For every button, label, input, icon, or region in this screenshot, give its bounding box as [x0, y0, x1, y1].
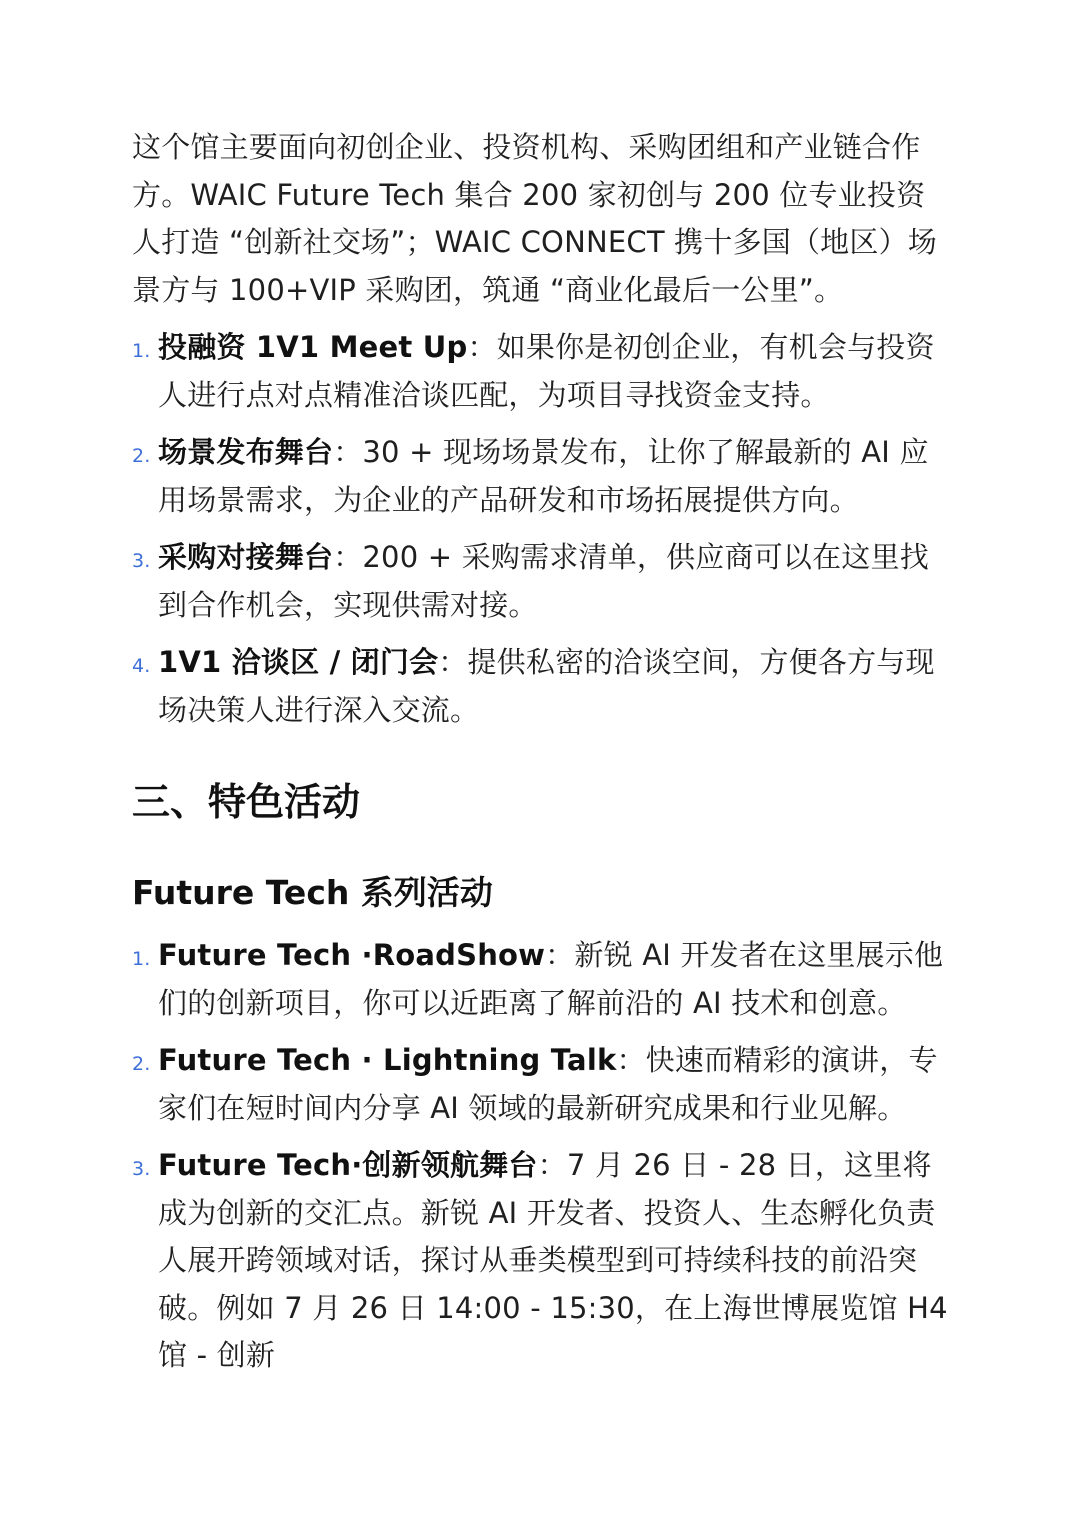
list-item	[132, 639, 952, 734]
list-item-separator: ：	[616, 1043, 646, 1077]
list-item-term: Future Tech·创新领航舞台	[158, 1148, 538, 1182]
list-number: 1.	[132, 340, 151, 362]
list-item-term: 采购对接舞台	[158, 540, 334, 574]
list-item-term: 场景发布舞台	[158, 435, 334, 469]
list-item	[132, 1142, 952, 1380]
list-item-separator: ：	[467, 330, 497, 364]
list-item-separator: ：	[545, 938, 575, 972]
list-item-separator: ：	[438, 645, 468, 679]
list-item-desc: 新锐 AI 开发者在这里展示他们的创新项目，你可以近距离了解前沿的 AI 技术和创意。	[158, 938, 944, 1020]
list-item-separator: ：	[333, 435, 363, 469]
list-item-desc: 提供私密的洽谈空间，方便各方与现场决策人进行深入交流。	[158, 645, 935, 727]
list-item-desc: 快速而精彩的演讲，专家们在短时间内分享 AI 领域的最新研究成果和行业见解。	[158, 1043, 938, 1125]
list-number: 3.	[132, 1158, 151, 1180]
intro-paragraph: 这个馆主要面向初创企业、投资机构、采购团组和产业链合作方。WAIC Future Tech 集合 200 家初创与 200 位专业投资人打造 “创新社交场”；WAIC CONNECT 携十多国（地区）场景方与 100+VIP 采购团，筑通 “商业化最后一公里”。	[132, 130, 937, 307]
list-number: 3.	[132, 550, 151, 572]
list-number: 2.	[132, 1053, 151, 1075]
list-item-desc: 200 + 采购需求清单，供应商可以在这里找到合作机会，实现供需对接。	[158, 540, 929, 622]
list-item	[132, 324, 952, 419]
list-item-term: Future Tech ·RoadShow	[158, 938, 546, 972]
list-item-desc: 如果你是初创企业，有机会与投资人进行点对点精准洽谈匹配，为项目寻找资金支持。	[158, 330, 935, 412]
subsection-title: Future Tech 系列活动	[132, 873, 493, 912]
list-item	[132, 932, 952, 1027]
list-item-separator: ：	[537, 1148, 567, 1182]
section-title: 三、特色活动	[132, 780, 361, 824]
future-tech-activities-list	[132, 932, 952, 1380]
list-item-term: 1V1 洽谈区 / 闭门会	[158, 645, 439, 679]
list-item-term: Future Tech · Lightning Talk	[158, 1043, 617, 1077]
list-item-desc: 30 + 现场场景发布，让你了解最新的 AI 应用场景需求，为企业的产品研发和市场拓展提供方向。	[158, 435, 929, 517]
list-number: 4.	[132, 655, 151, 677]
list-number: 2.	[132, 445, 151, 467]
list-item-desc: 7 月 26 日 - 28 日，这里将成为创新的交汇点。新锐 AI 开发者、投资人、生态孵化负责人展开跨领域对话，探讨从垂类模型到可持续科技的前沿突破。例如 7 月 26 日 14:00 - 15:30，在上海世博展览馆 H4 馆 - 创新	[158, 1148, 948, 1372]
list-item-separator: ：	[333, 540, 363, 574]
list-number: 1.	[132, 948, 151, 970]
document-page	[132, 124, 952, 1390]
list-item	[132, 534, 952, 629]
list-item	[132, 1037, 952, 1132]
list-item	[132, 429, 952, 524]
list-item-term: 投融资 1V1 Meet Up	[158, 330, 468, 364]
hall-features-list	[132, 324, 952, 734]
